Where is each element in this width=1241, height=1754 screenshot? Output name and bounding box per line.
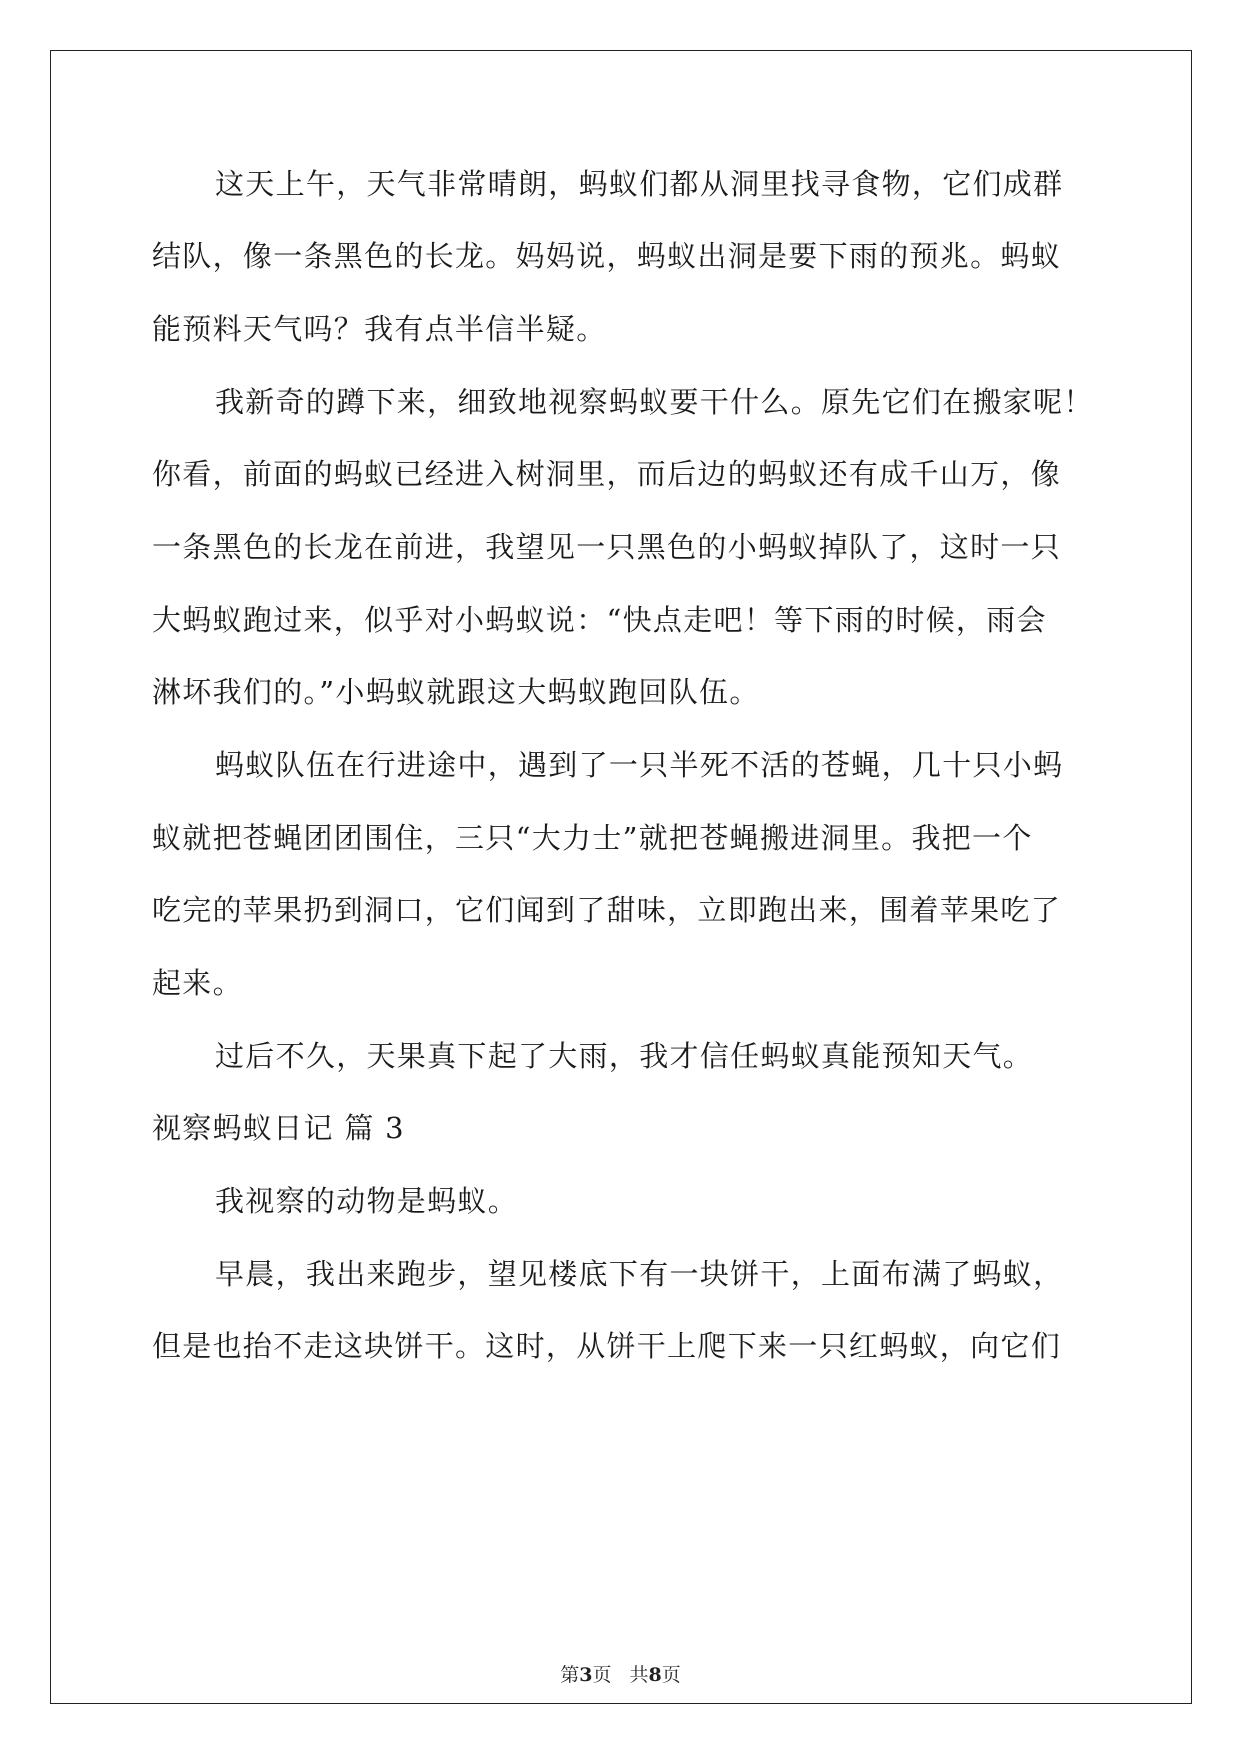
footer-total-pages: 8 — [648, 1664, 662, 1686]
text-line: 我新奇的蹲下来，细致地视察蚂蚁要干什么。原先它们在搬家呢！ — [215, 385, 1094, 419]
page-border — [50, 50, 1192, 1704]
footer-total-prefix: 共 — [629, 1664, 649, 1686]
text-line: 我视察的动物是蚂蚁。 — [215, 1184, 519, 1218]
text-line: 能预料天气吗？我有点半信半疑。 — [152, 312, 607, 346]
text-line: 过后不久，天果真下起了大雨，我才信任蚂蚁真能预知天气。 — [215, 1039, 1034, 1073]
text-line: 一条黑色的长龙在前进，我望见一只黑色的小蚂蚁掉队了，这时一只 — [152, 530, 1062, 564]
text-line: 起来。 — [152, 966, 243, 1000]
footer-total-suffix: 页 — [661, 1664, 681, 1686]
text-line: 大蚂蚁跑过来，似乎对小蚂蚁说：“快点走吧！等下雨的时候，雨会 — [152, 603, 1047, 637]
text-line: 早晨，我出来跑步，望见楼底下有一块饼干，上面布满了蚂蚁， — [215, 1257, 1064, 1291]
text-line: 淋坏我们的。”小蚂蚁就跟这大蚂蚁跑回队伍。 — [152, 675, 760, 709]
text-line: 蚂蚁队伍在行进途中，遇到了一只半死不活的苍蝇，几十只小蚂 — [215, 748, 1064, 782]
text-line: 吃完的苹果扔到洞口，它们闻到了甜味，立即跑出来，围着苹果吃了 — [152, 893, 1062, 927]
text-line: 你看，前面的蚂蚁已经进入树洞里，而后边的蚂蚁还有成千山万，像 — [152, 457, 1062, 491]
text-line: 但是也抬不走这块饼干。这时，从饼干上爬下来一只红蚂蚁，向它们 — [152, 1329, 1062, 1363]
text-line: 这天上午，天气非常晴朗，蚂蚁们都从洞里找寻食物，它们成群 — [215, 167, 1064, 201]
footer-page-word: 页 — [592, 1664, 612, 1686]
footer-prefix: 第 — [560, 1664, 580, 1686]
text-line: 蚁就把苍蝇团团围住，三只“大力士”就把苍蝇搬进洞里。我把一个 — [152, 821, 1033, 855]
footer-current-page: 3 — [579, 1664, 593, 1686]
text-line: 结队，像一条黑色的长龙。妈妈说，蚂蚁出洞是要下雨的预兆。蚂蚁 — [152, 239, 1062, 273]
page-footer — [0, 1663, 1241, 1687]
section-heading: 视察蚂蚁日记 篇 3 — [152, 1111, 405, 1145]
